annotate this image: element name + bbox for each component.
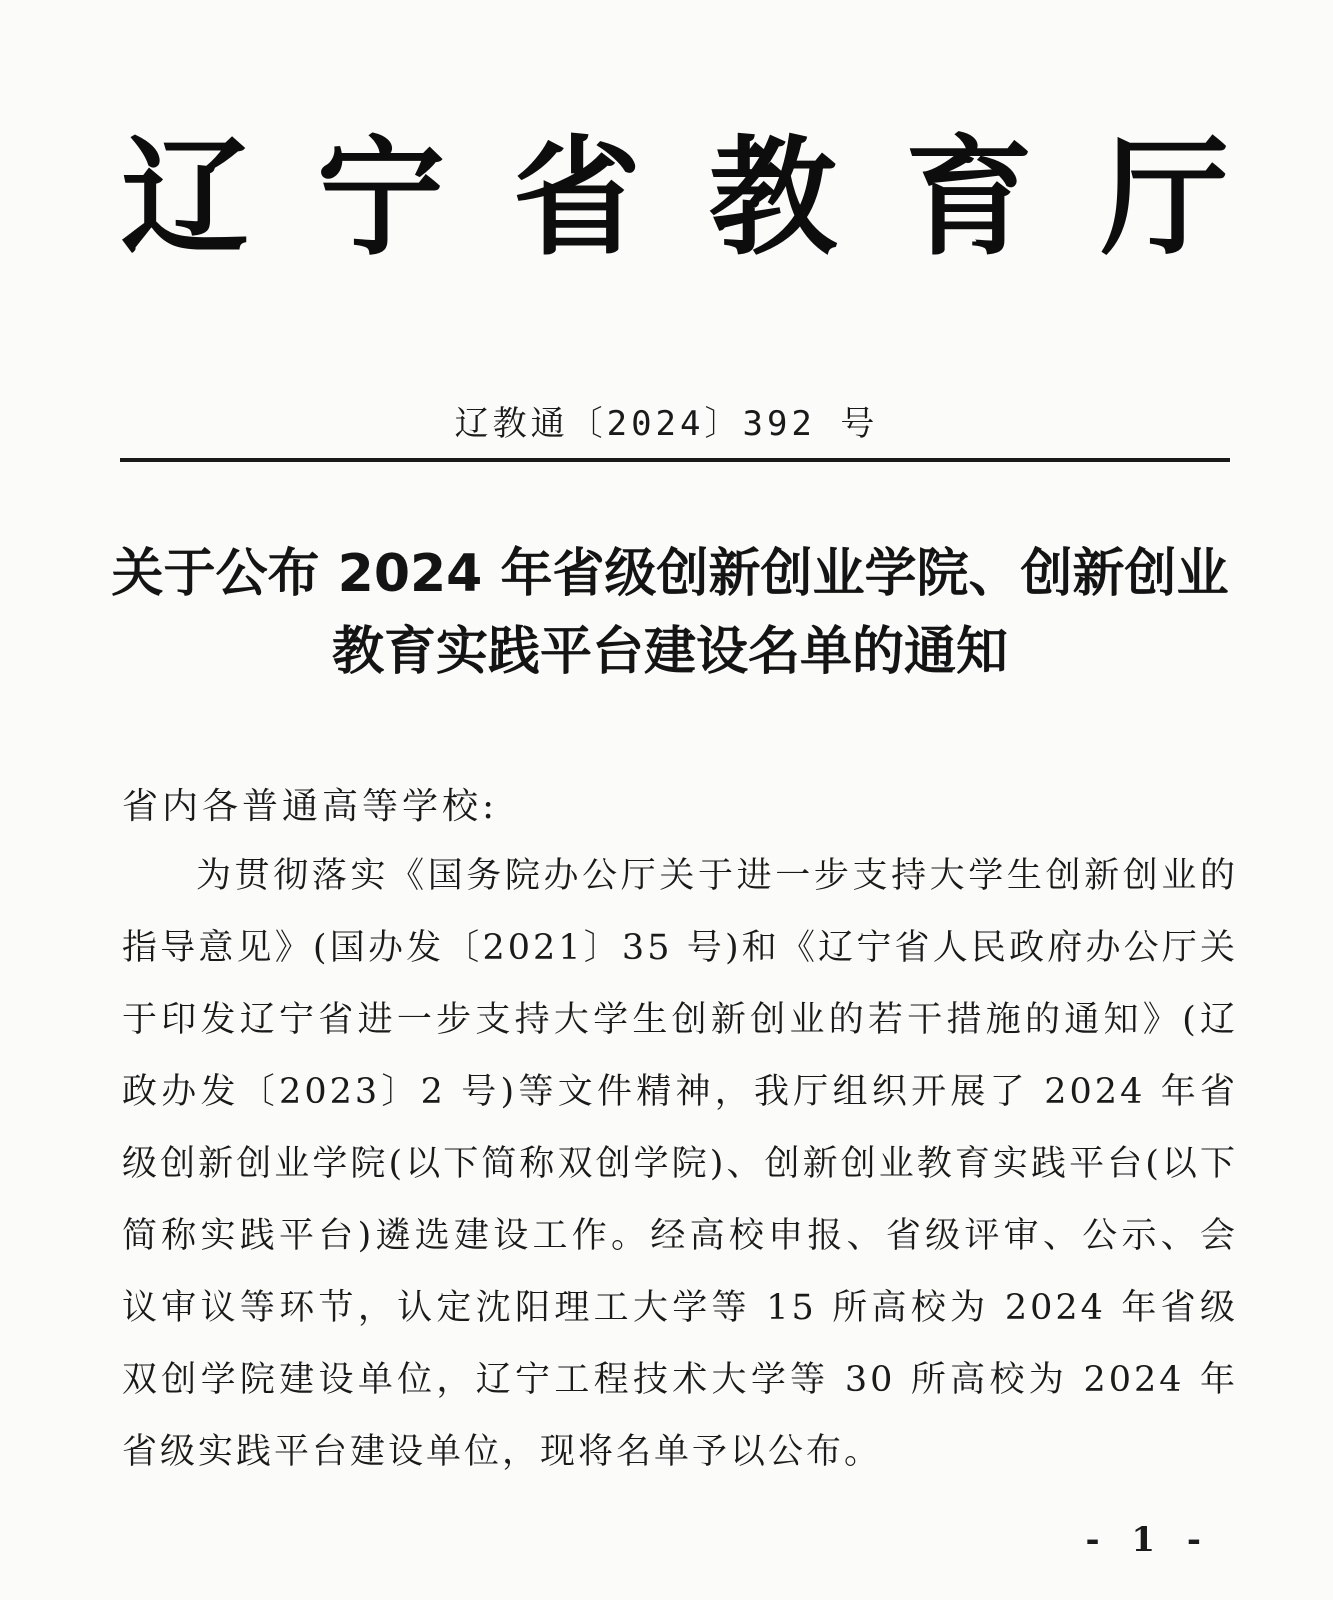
notice-title-line-2: 教育实践平台建设名单的通知 bbox=[331, 622, 1008, 682]
org-title-char: 育 bbox=[904, 123, 1033, 273]
org-title-char: 省 bbox=[512, 123, 641, 273]
body-paragraph: 为贯彻落实《国务院办公厅关于进一步支持大学生创新创业的指导意见》(国办发〔2021〕35 号)和《辽宁省人民政府办公厅关于印发辽宁省进一步支持大学生创新创业的若干措施的通知》(辽政办发〔2023〕2 号)等文件精神，我厅组织开展了 2024 年省级创新创业学院(以下简称双创学院)、创新创业教育实践平台(以下简称实践平台)遴选建设工作。经高校申报、省级评审、公示、会议审议等环节，认定沈阳理工大学等 15 所高校为 2024 年省级双创学院建设单位，辽宁工程技术大学等 30 所高校为 2024 年省级实践平台建设单位，现将名单予以公布。 bbox=[122, 856, 1238, 1472]
document-number: 辽教通〔2024〕392 号 bbox=[454, 404, 879, 444]
salutation: 省内各普通高等学校: bbox=[122, 786, 499, 827]
notice-title-line-1: 关于公布 2024 年省级创新创业学院、创新创业 bbox=[111, 544, 1229, 604]
issuing-authority-title bbox=[120, 118, 1230, 278]
org-title-char: 教 bbox=[708, 123, 837, 273]
org-title-char: 宁 bbox=[316, 123, 445, 273]
org-title-char: 厅 bbox=[1100, 123, 1229, 273]
notice-title bbox=[100, 535, 1240, 691]
org-title-char: 辽 bbox=[120, 123, 249, 273]
page-number: - 1 - bbox=[1085, 1520, 1211, 1560]
header-divider bbox=[120, 458, 1230, 462]
